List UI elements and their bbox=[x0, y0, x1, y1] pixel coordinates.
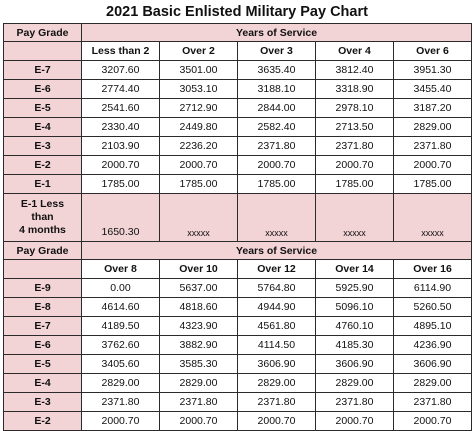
pay-value-cell: 5925.90 bbox=[316, 279, 394, 298]
pay-value-cell: 5637.00 bbox=[160, 279, 238, 298]
table-row bbox=[4, 412, 472, 431]
pay-value-cell: 4944.90 bbox=[238, 298, 316, 317]
pay-grade-line: 4 months bbox=[19, 224, 66, 236]
column-header: Over 8 bbox=[82, 260, 160, 279]
pay-value-cell: 2371.80 bbox=[316, 137, 394, 156]
column-header: Over 6 bbox=[394, 42, 472, 61]
pay-value-cell: 4895.10 bbox=[394, 317, 472, 336]
pay-value-cell: 3405.60 bbox=[82, 355, 160, 374]
table-row bbox=[4, 336, 472, 355]
pay-value-cell: 3882.90 bbox=[160, 336, 238, 355]
pay-value-cell: 2330.40 bbox=[82, 118, 160, 137]
pay-value-cell: 3187.20 bbox=[394, 99, 472, 118]
top-header-row bbox=[4, 24, 472, 42]
pay-value-cell: 2000.70 bbox=[82, 412, 160, 431]
pay-value-cell: 1785.00 bbox=[394, 175, 472, 194]
pay-value-cell: 2371.80 bbox=[238, 137, 316, 156]
pay-value-cell: 2829.00 bbox=[238, 374, 316, 393]
pay-value-cell: 3635.40 bbox=[238, 61, 316, 80]
pay-grade-cell: E-5 bbox=[4, 99, 82, 118]
pay-grade-cell: E-8 bbox=[4, 298, 82, 317]
pay-value-cell: 4185.30 bbox=[316, 336, 394, 355]
pay-value-cell: xxxxx bbox=[316, 194, 394, 242]
table-row bbox=[4, 298, 472, 317]
pay-value-cell: 1785.00 bbox=[160, 175, 238, 194]
pay-table bbox=[3, 23, 472, 431]
pay-grade-line: than bbox=[31, 211, 54, 223]
pay-grade-cell: E-5 bbox=[4, 355, 82, 374]
pay-value-cell: 2829.00 bbox=[160, 374, 238, 393]
pay-value-cell: 2371.80 bbox=[238, 393, 316, 412]
pay-value-cell: 2000.70 bbox=[316, 412, 394, 431]
table-row bbox=[4, 374, 472, 393]
pay-value-cell: 2000.70 bbox=[238, 412, 316, 431]
column-header: Over 2 bbox=[160, 42, 238, 61]
pay-chart bbox=[3, 1, 471, 431]
pay-grade-cell: E-2 bbox=[4, 156, 82, 175]
pay-value-cell: 3501.00 bbox=[160, 61, 238, 80]
column-header: Over 14 bbox=[316, 260, 394, 279]
pay-value-cell: 3455.40 bbox=[394, 80, 472, 99]
pay-grade-cell: E-1 bbox=[4, 175, 82, 194]
table-row bbox=[4, 137, 472, 156]
pay-grade-cell bbox=[4, 194, 82, 242]
column-header: Over 12 bbox=[238, 260, 316, 279]
pay-value-cell: 2582.40 bbox=[238, 118, 316, 137]
pay-value-cell: 2103.90 bbox=[82, 137, 160, 156]
pay-value-cell: 2000.70 bbox=[394, 412, 472, 431]
pay-value-cell: 2000.70 bbox=[160, 412, 238, 431]
pay-value-cell: 2978.10 bbox=[316, 99, 394, 118]
pay-value-cell: 3053.10 bbox=[160, 80, 238, 99]
pay-value-cell: 1785.00 bbox=[82, 175, 160, 194]
pay-value-cell: 3762.60 bbox=[82, 336, 160, 355]
pay-grade-cell: E-6 bbox=[4, 336, 82, 355]
table-row bbox=[4, 118, 472, 137]
table-row bbox=[4, 80, 472, 99]
pay-value-cell: 2371.80 bbox=[316, 393, 394, 412]
pay-value-cell: 2000.70 bbox=[394, 156, 472, 175]
column-header: Over 10 bbox=[160, 260, 238, 279]
pay-value-cell: 2713.50 bbox=[316, 118, 394, 137]
table-row bbox=[4, 99, 472, 118]
pay-grade-header: Pay Grade bbox=[4, 242, 82, 260]
pay-value-cell: 5260.50 bbox=[394, 298, 472, 317]
pay-value-cell: 3606.90 bbox=[238, 355, 316, 374]
pay-value-cell: 2371.80 bbox=[394, 137, 472, 156]
pay-grade-cell: E-4 bbox=[4, 374, 82, 393]
column-header: Less than 2 bbox=[82, 42, 160, 61]
pay-value-cell: 3606.90 bbox=[316, 355, 394, 374]
pay-value-cell: 3951.30 bbox=[394, 61, 472, 80]
pay-value-cell: 2844.00 bbox=[238, 99, 316, 118]
pay-value-cell: xxxxx bbox=[238, 194, 316, 242]
pay-value-cell: 4561.80 bbox=[238, 317, 316, 336]
bottom-columns-row bbox=[4, 260, 472, 279]
pay-value-cell: 2371.80 bbox=[82, 393, 160, 412]
table-row bbox=[4, 317, 472, 336]
pay-value-cell: 4760.10 bbox=[316, 317, 394, 336]
pay-value-cell: 1785.00 bbox=[316, 175, 394, 194]
pay-value-cell: 4614.60 bbox=[82, 298, 160, 317]
pay-value-cell: 3606.90 bbox=[394, 355, 472, 374]
pay-value-cell: 2712.90 bbox=[160, 99, 238, 118]
pay-value-cell: 2000.70 bbox=[316, 156, 394, 175]
pay-value-cell: 2829.00 bbox=[316, 374, 394, 393]
pay-value-cell: 2449.80 bbox=[160, 118, 238, 137]
pay-value-cell: 2000.70 bbox=[238, 156, 316, 175]
pay-value-cell: 2000.70 bbox=[82, 156, 160, 175]
pay-grade-cell: E-7 bbox=[4, 317, 82, 336]
pay-value-cell: 1650.30 bbox=[82, 194, 160, 242]
pay-value-cell: xxxxx bbox=[394, 194, 472, 242]
pay-grade-cell: E-7 bbox=[4, 61, 82, 80]
years-of-service-header: Years of Service bbox=[82, 242, 472, 260]
pay-grade-cell: E-2 bbox=[4, 412, 82, 431]
blank-cell bbox=[4, 260, 82, 279]
table-row bbox=[4, 175, 472, 194]
column-header: Over 3 bbox=[238, 42, 316, 61]
pay-value-cell: 2236.20 bbox=[160, 137, 238, 156]
pay-value-cell: 3585.30 bbox=[160, 355, 238, 374]
pay-grade-cell: E-6 bbox=[4, 80, 82, 99]
pay-value-cell: 3318.90 bbox=[316, 80, 394, 99]
pay-value-cell: 2541.60 bbox=[82, 99, 160, 118]
table-row bbox=[4, 156, 472, 175]
pay-grade-cell: E-9 bbox=[4, 279, 82, 298]
table-row bbox=[4, 279, 472, 298]
top-columns-row bbox=[4, 42, 472, 61]
page-title: 2021 Basic Enlisted Military Pay Chart bbox=[106, 4, 368, 20]
pay-value-cell: 2371.80 bbox=[160, 393, 238, 412]
pay-grade-cell: E-4 bbox=[4, 118, 82, 137]
pay-value-cell: 3207.60 bbox=[82, 61, 160, 80]
pay-value-cell: 4236.90 bbox=[394, 336, 472, 355]
pay-value-cell: 4323.90 bbox=[160, 317, 238, 336]
blank-cell bbox=[4, 42, 82, 61]
pay-value-cell: 4114.50 bbox=[238, 336, 316, 355]
pay-value-cell: 4189.50 bbox=[82, 317, 160, 336]
pay-grade-line: E-1 Less bbox=[20, 198, 65, 210]
pay-grade-cell: E-3 bbox=[4, 137, 82, 156]
pay-grade-cell: E-3 bbox=[4, 393, 82, 412]
table-row-e1-less bbox=[4, 194, 472, 242]
pay-value-cell: 3188.10 bbox=[238, 80, 316, 99]
pay-value-cell: 6114.90 bbox=[394, 279, 472, 298]
pay-value-cell: 3812.40 bbox=[316, 61, 394, 80]
column-header: Over 16 bbox=[394, 260, 472, 279]
pay-value-cell: 5764.80 bbox=[238, 279, 316, 298]
column-header: Over 4 bbox=[316, 42, 394, 61]
pay-grade-header: Pay Grade bbox=[4, 24, 82, 42]
pay-value-cell: 0.00 bbox=[82, 279, 160, 298]
pay-value-cell: 2829.00 bbox=[394, 374, 472, 393]
years-of-service-header: Years of Service bbox=[82, 24, 472, 42]
pay-value-cell: 5096.10 bbox=[316, 298, 394, 317]
pay-value-cell: 4818.60 bbox=[160, 298, 238, 317]
pay-value-cell: 2829.00 bbox=[82, 374, 160, 393]
table-row bbox=[4, 61, 472, 80]
bottom-header-row bbox=[4, 242, 472, 260]
pay-value-cell: 2829.00 bbox=[394, 118, 472, 137]
pay-value-cell: 2000.70 bbox=[160, 156, 238, 175]
pay-value-cell: 2371.80 bbox=[394, 393, 472, 412]
pay-value-cell: 2774.40 bbox=[82, 80, 160, 99]
pay-value-cell: 1785.00 bbox=[238, 175, 316, 194]
table-row bbox=[4, 355, 472, 374]
pay-value-cell: xxxxx bbox=[160, 194, 238, 242]
